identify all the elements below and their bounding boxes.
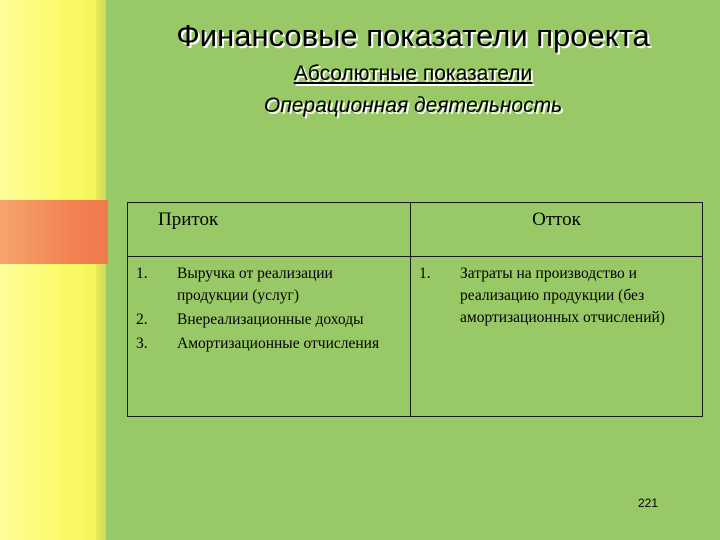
list-item-number: 1. — [136, 265, 148, 282]
list-item — [419, 263, 696, 329]
slide-subtitle: Абсолютные показатели — [293, 62, 533, 85]
outflow-header: Отток — [411, 203, 703, 257]
list-item-text: Амортизационные отчисления — [177, 335, 380, 352]
list-item-text: Затраты на производство и реализацию продукции (без амортизационных отчислений) — [460, 265, 665, 326]
table-header-row — [128, 203, 703, 257]
outflow-list — [419, 263, 696, 329]
table-row — [128, 257, 703, 417]
cash-flow-table — [127, 202, 703, 417]
list-item — [136, 263, 404, 307]
list-item-number: 1. — [419, 265, 431, 282]
orange-accent-block — [0, 200, 108, 264]
list-item-number: 3. — [136, 335, 148, 352]
inflow-header: Приток — [128, 203, 411, 257]
left-decorative-stripe — [96, 0, 106, 540]
left-decorative-band — [0, 0, 104, 540]
list-item-text: Выручка от реализации продукции (услуг) — [177, 265, 333, 304]
slide-title: Финансовые показатели проекта — [176, 18, 650, 53]
inflow-list — [136, 263, 404, 355]
outflow-cell — [411, 257, 703, 417]
list-item-number: 2. — [136, 311, 148, 328]
list-item-text: Внереализационные доходы — [177, 311, 364, 328]
list-item — [136, 333, 404, 355]
section-title: Операционная деятельность — [263, 94, 563, 117]
page-number: 221 — [638, 496, 659, 510]
list-item — [136, 309, 404, 331]
inflow-cell — [128, 257, 411, 417]
